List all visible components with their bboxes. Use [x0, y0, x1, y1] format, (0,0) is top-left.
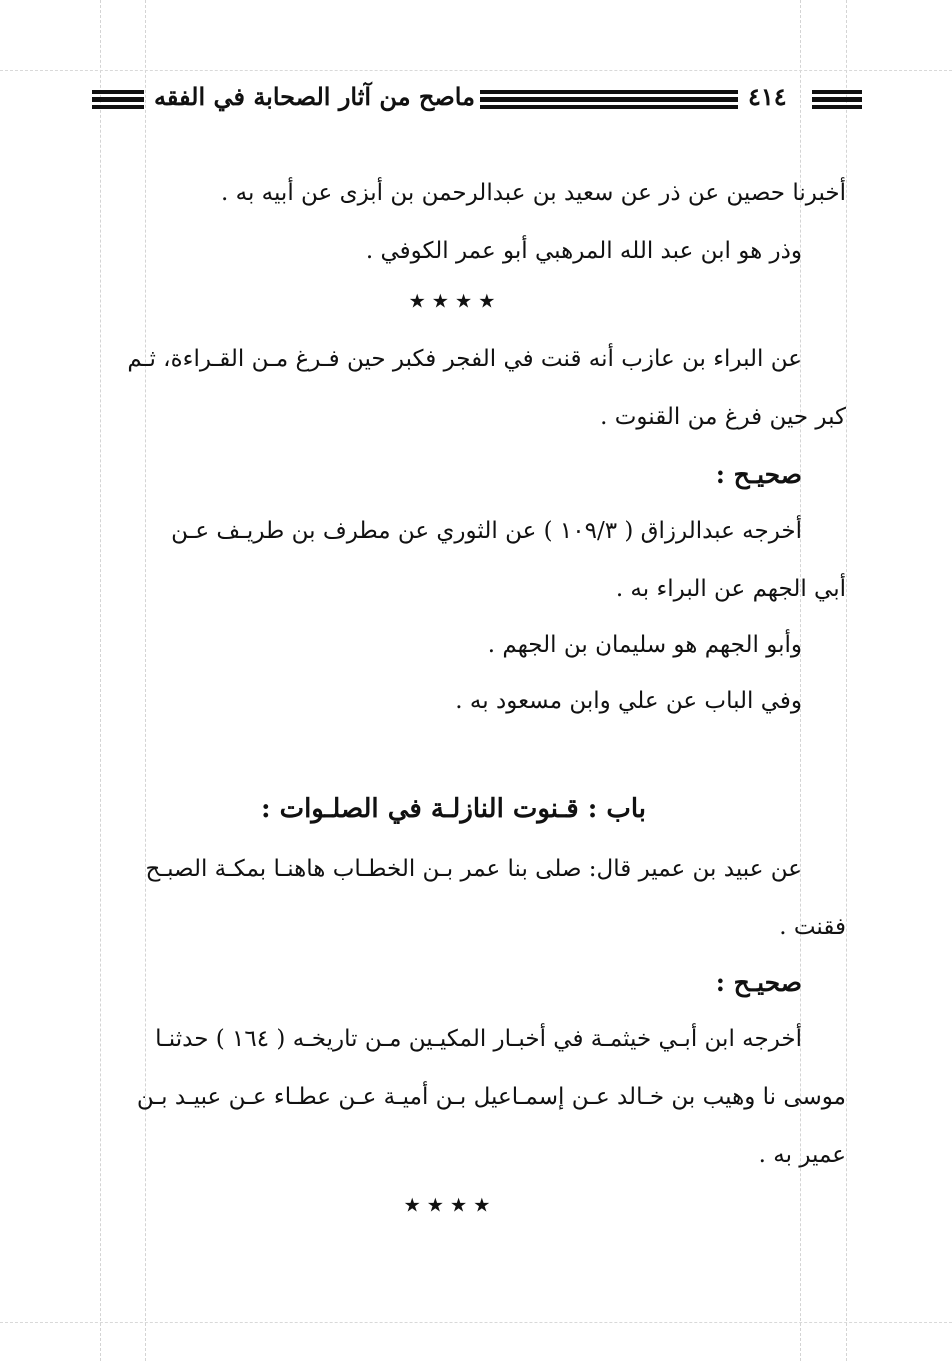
text-line: وأبو الجهم هو سليمان بن الجهم . [487, 632, 802, 658]
text-line: عن عبيد بن عمير قال: صلى بنا عمر بـن الخطـاب هاهنـا بمكـة الصبـح [145, 856, 802, 882]
text-line: موسى نا وهيب بن خـالد عـن إسمـاعيل بـن أميـة عـن عطـاء عـن عبيـد بـن [136, 1084, 846, 1110]
chapter-heading: باب : قـنوت النازلـة في الصلـوات : [260, 794, 646, 824]
grade-label: صحيـح : [715, 968, 802, 997]
grade-label: صحيـح : [715, 460, 802, 489]
guide-line [846, 0, 847, 1361]
separator-stars: ٭ ٭ ٭ ٭ [405, 1190, 489, 1220]
text-line: أخرجه عبدالرزاق ( ١٠٩/٣ ) عن الثوري عن مطرف بن طريـف عـن [171, 518, 802, 544]
separator-stars: ٭ ٭ ٭ ٭ [410, 286, 494, 316]
text-line: فقنت . [779, 914, 846, 940]
page-header [92, 82, 862, 118]
header-rule-right [812, 90, 862, 112]
text-line: أبي الجهم عن البراء به . [615, 576, 846, 602]
text-line: كبر حين فرغ من القنوت . [600, 404, 846, 430]
guide-line [100, 0, 101, 1361]
running-title: ماصح من آثار الصحابة في الفقه [154, 82, 475, 111]
guide-line [0, 1322, 952, 1323]
header-rule-middle [480, 90, 738, 112]
text-line: عن البراء بن عازب أنه قنت في الفجر فكبر حين فـرغ مـن القـراءة، ثـم [127, 346, 802, 372]
text-line: عمير به . [758, 1142, 846, 1168]
text-line: أخبرنا حصين عن ذر عن سعيد بن عبدالرحمن بن أبزى عن أبيه به . [221, 180, 846, 206]
header-rule-left [92, 90, 144, 112]
page-number: ٤١٤ [748, 82, 787, 111]
text-line: أخرجه ابن أبـي خيثمـة في أخبـار المكيـين مـن تاريخـه ( ١٦٤ ) حدثنـا [155, 1026, 802, 1052]
guide-line [145, 0, 146, 1361]
text-line: وفي الباب عن علي وابن مسعود به . [455, 688, 802, 714]
guide-line [0, 70, 952, 71]
text-line: وذر هو ابن عبد الله المرهبي أبو عمر الكوفي . [365, 238, 802, 264]
